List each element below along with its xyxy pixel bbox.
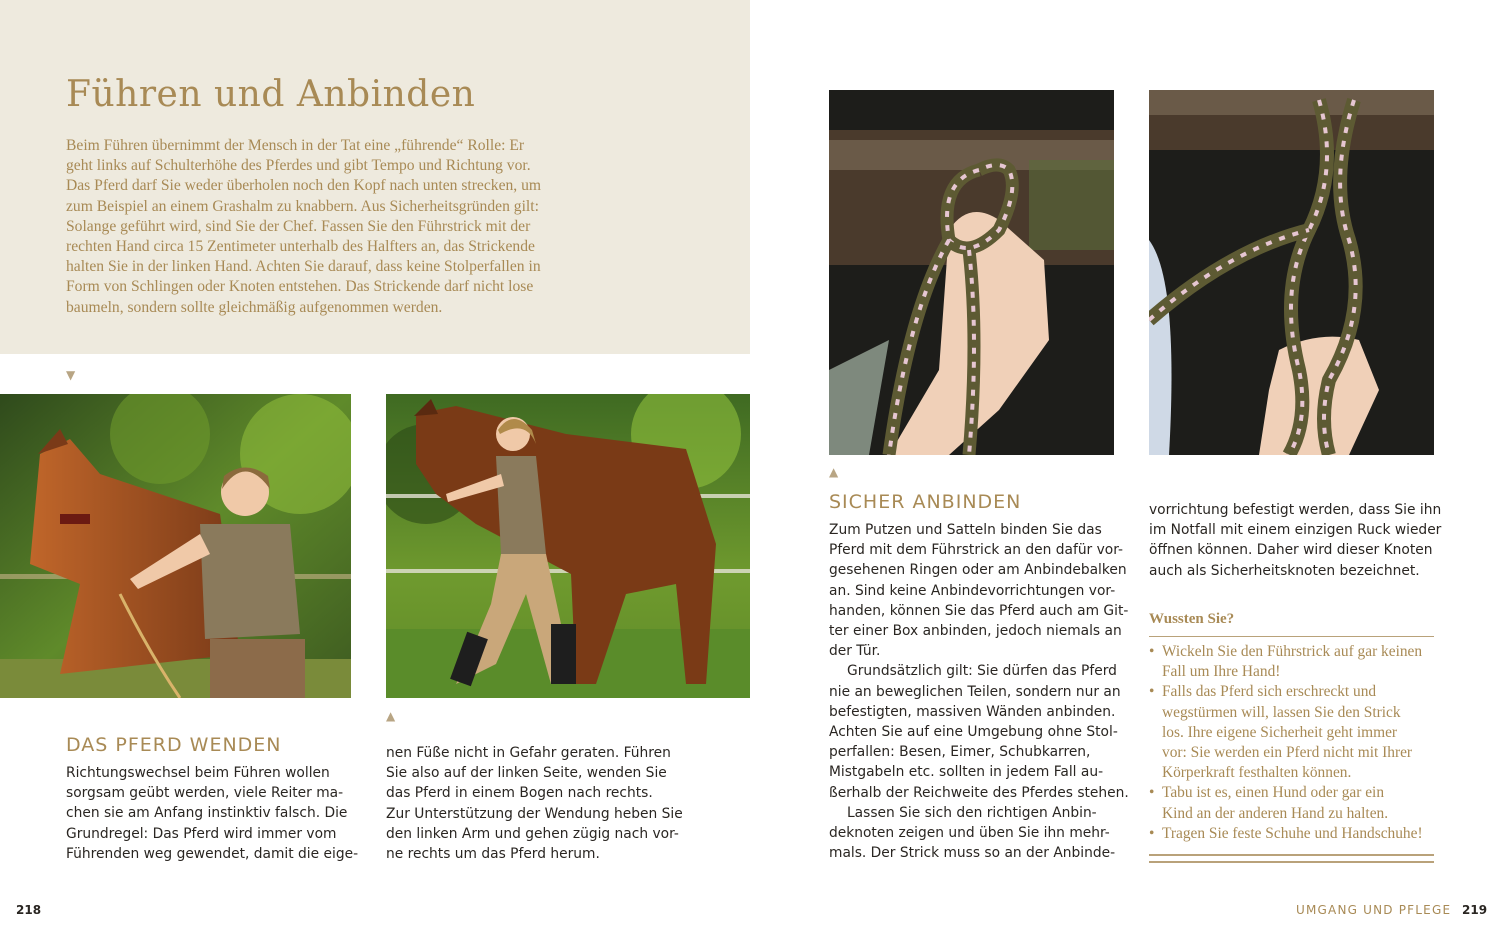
marker-up-icon-right: ▲ (829, 465, 839, 479)
wenden-text-column-2 (386, 743, 683, 864)
anbinden-text-column-1 (829, 520, 1129, 863)
text-line: baumeln, sondern sollte gleichmäßig aufgenommen werden. (66, 298, 443, 316)
text-line: Pferd mit dem Führstrick an den dafür vor- (829, 542, 1123, 559)
text-line: Zum Putzen und Satteln binden Sie das (829, 522, 1102, 538)
text-line: den linken Arm und gehen zügig nach vor- (386, 825, 679, 842)
text-line: Beim Führen übernimmt der Mensch in der Tat eine „führende“ Rolle: Er (66, 137, 525, 154)
text-line: Mistgabeln etc. sollten in jedem Fall au- (829, 764, 1104, 781)
photo-knot-step-1 (829, 90, 1114, 455)
text-line: perfallen: Besen, Eimer, Schubkarren, (829, 744, 1091, 761)
text-line: öffnen können. Daher wird dieser Knoten (1149, 542, 1433, 559)
info-box-top-rule (1149, 636, 1434, 637)
info-box-item-line: Kind an der anderen Hand zu halten. (1162, 804, 1389, 822)
marker-up-icon: ▲ (386, 709, 396, 723)
text-line: halten Sie in der linken Hand. Achten Sie darauf, dass keine Stolperfallen in (66, 258, 541, 276)
text-line: Grundsätzlich gilt: Sie dürfen das Pferd (847, 663, 1117, 680)
info-box-item (1149, 783, 1439, 823)
text-line: ßerhalb der Reichweite des Pferdes stehen. (829, 784, 1129, 801)
info-box-item-line: Fall um Ihre Hand! (1162, 663, 1281, 681)
marker-down-icon: ▼ (66, 368, 76, 382)
page-title: Führen und Anbinden (66, 74, 476, 115)
text-line: ne rechts um das Pferd herum. (386, 846, 600, 863)
text-line: befestigten, massiven Wänden anbinden. (829, 703, 1116, 720)
info-box-item-line: • Falls das Pferd sich erschreckt und (1162, 683, 1377, 701)
text-line: Sie also auf der linken Seite, wenden Sie (386, 765, 667, 782)
info-box-item-line: vor: Sie werden ein Pferd nicht mit Ihrer (1162, 744, 1413, 762)
info-box-bottom-rule (1149, 854, 1434, 863)
text-line: der Tür. (829, 643, 881, 660)
info-box-title: Wussten Sie? (1149, 611, 1235, 627)
text-line: gesehenen Ringen oder am Anbindebalken (829, 562, 1127, 579)
text-line: ter einer Box anbinden, jedoch niemals an (829, 623, 1122, 640)
text-line: auch als Sicherheitsknoten bezeichnet. (1149, 562, 1420, 579)
text-line: im Notfall mit einem einzigen Ruck wieder (1149, 522, 1442, 539)
info-box-item-line: • Wickeln Sie den Führstrick auf gar keinen (1162, 643, 1423, 660)
text-line: deknoten zeigen und üben Sie ihn mehr- (829, 825, 1110, 842)
info-box-item-line: wegstürmen will, lassen Sie den Strick (1162, 703, 1401, 721)
text-line: Lassen Sie sich den richtigen Anbin- (847, 804, 1097, 821)
info-box-item (1149, 682, 1439, 783)
section-heading-anbinden: SICHER ANBINDEN (829, 491, 1022, 513)
info-box-list (1149, 642, 1439, 844)
text-line: Solange geführt wird, sind Sie der Chef. Fassen Sie den Führstrick mit der (66, 217, 531, 235)
page-number-right: 219 (1462, 903, 1488, 917)
text-line: Richtungswechsel beim Führen wollen (66, 765, 330, 781)
text-line: vorrichtung befestigt werden, dass Sie ihn (1149, 502, 1442, 518)
text-line: chen sie am Anfang instinktiv falsch. Die (66, 805, 348, 822)
page-number-left: 218 (16, 903, 42, 917)
text-line: nen Füße nicht in Gefahr geraten. Führen (386, 745, 671, 761)
text-line: geht links auf Schulterhöhe des Pferdes und gibt Tempo und Richtung vor. (66, 157, 531, 175)
photo-horse-turning (386, 394, 750, 698)
text-line: Form von Schlingen oder Knoten entstehen. Das Strickende darf nicht lose (66, 278, 534, 296)
info-box-item (1149, 642, 1439, 682)
text-line: Grundregel: Das Pferd wird immer vom (66, 825, 337, 842)
intro-text (66, 136, 576, 318)
section-heading-wenden: DAS PFERD WENDEN (66, 734, 282, 756)
text-line: mals. Der Strick muss so an der Anbinde- (829, 845, 1116, 862)
text-line: Das Pferd darf Sie weder überholen noch den Kopf nach unten strecken, um (66, 177, 542, 195)
text-line: das Pferd in einem Bogen nach rechts. (386, 785, 653, 802)
photo-woman-with-horse (0, 394, 351, 698)
running-head: UMGANG UND PFLEGE (1296, 903, 1452, 917)
text-line: handen, können Sie das Pferd auch am Git- (829, 602, 1129, 619)
info-box-item (1149, 824, 1439, 844)
text-line: Achten Sie auf eine Umgebung ohne Stol- (829, 724, 1118, 741)
text-line: sorgsam geübt werden, viele Reiter ma- (66, 785, 344, 802)
text-line: an. Sind keine Anbindevorrichtungen vor- (829, 582, 1116, 599)
text-line: rechten Hand circa 15 Zentimeter unterhalb des Halfters an, das Strickende (66, 238, 535, 256)
text-line: Führenden weg gewendet, damit die eige- (66, 845, 359, 862)
text-line: zum Beispiel an einem Grashalm zu knabbern. Aus Sicherheitsgründen gilt: (66, 197, 539, 215)
anbinden-text-column-2 (1149, 500, 1441, 581)
text-line: Zur Unterstützung der Wendung heben Sie (386, 805, 683, 822)
info-box-item-line: Körperkraft festhalten können. (1162, 764, 1352, 782)
photo-knot-step-2 (1149, 90, 1434, 455)
info-box-item-line: • Tragen Sie feste Schuhe und Handschuhe! (1162, 824, 1423, 842)
wenden-text-column-1 (66, 763, 358, 864)
text-line: nie an beweglichen Teilen, sondern nur an (829, 683, 1121, 700)
info-box-item-line: los. Ihre eigene Sicherheit geht immer (1162, 723, 1398, 741)
info-box-item-line: • Tabu ist es, einen Hund oder gar ein (1162, 784, 1385, 802)
